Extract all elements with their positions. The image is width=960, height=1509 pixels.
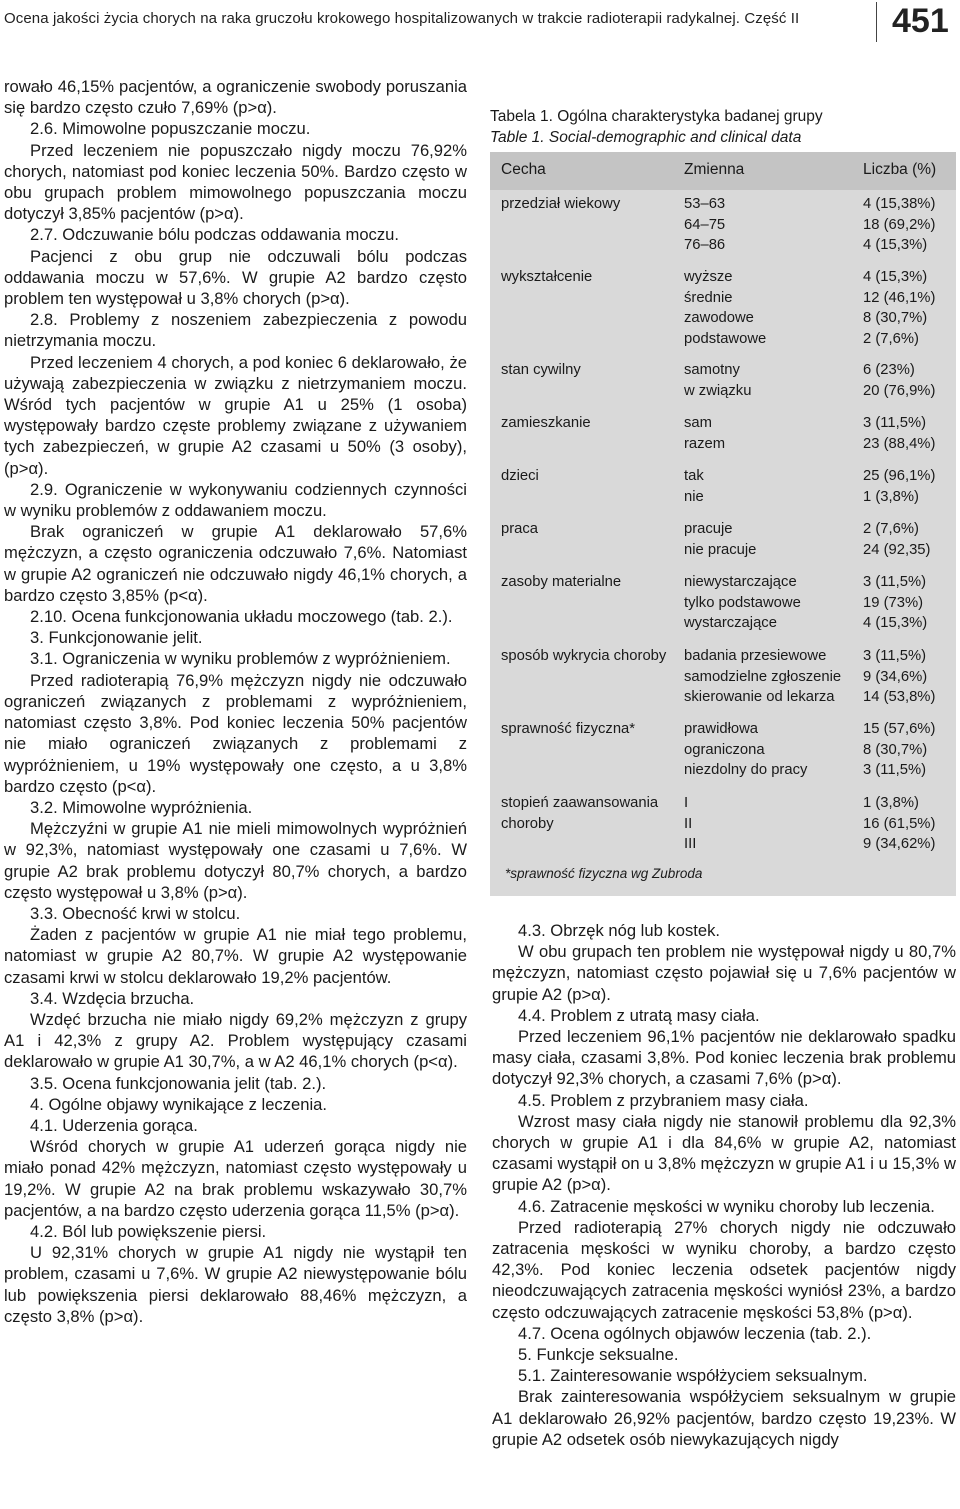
paragraph: Wzrost masy ciała nigdy nie stanowił problemu dla 92,3% chorych w grupie A1 i dla 84,6% w grupie A2, natomiast czasami wystąpił on u 3,8% mężczyzn w grupie A1 i u 15,3% w grupie A2 (p>α). xyxy=(492,1111,956,1195)
column-header-count: Liczba (%) xyxy=(863,161,937,178)
section-heading: 2.6. Mimowolne popuszczanie moczu. xyxy=(30,119,311,139)
count: 20 (76,9%) xyxy=(863,382,936,399)
row-feature: stan cywilny xyxy=(501,362,581,378)
paragraph: Przed radioterapią 76,9% mężczyzn nigdy nie odczuwało ograniczeń związanych z problemami z wypróżnieniem, natomiast często 3,8%. Pod koniec leczenia 50% pacjentów nie miało ograniczeń związanych z problemami z wypróżnieniem, u 19% występowały one często, a u 3,8% bardzo często (p<α). xyxy=(4,670,467,796)
variable: zawodowe xyxy=(684,310,754,326)
variable: skierowanie od lekarza xyxy=(684,689,835,705)
table-caption-pl: Tabela 1. Ogólna charakterystyka badanej grupy xyxy=(490,108,823,125)
variable: niezdolny do pracy xyxy=(684,762,808,778)
variable: pracuje xyxy=(684,521,733,537)
section-heading: 2.8. Problemy z noszeniem zabezpieczenia z powodu nietrzymania moczu. xyxy=(4,310,467,351)
section-heading: 4.6. Zatracenie męskości w wyniku choroby lub leczenia. xyxy=(518,1196,935,1216)
running-title: Ocena jakości życia chorych na raka gruczołu krokowego hospitalizowanych w trakcie radioterapii radykalnej. Część II xyxy=(4,10,800,27)
section-heading: 4.4. Problem z utratą masy ciała. xyxy=(518,1005,760,1025)
count: 1 (3,8%) xyxy=(863,488,919,505)
variable: samodzielne zgłoszenie xyxy=(684,668,842,685)
variable: podstawowe xyxy=(684,330,767,347)
variable: II xyxy=(684,815,693,832)
left-column xyxy=(4,76,467,1327)
paragraph: U 92,31% chorych w grupie A1 nigdy nie wystąpił ten problem, czasami u 7,6%. W grupie A2 niewystępowanie bólu lub powiększenia piersi deklarowało 88,46% mężczyzn, a często 3,8% (p>α). xyxy=(4,1243,467,1326)
paragraph: Przed leczeniem nie popuszczało nigdy moczu 76,92% chorych, natomiast pod koniec leczenia 50%. Bardzo często w obu grupach problem mimowolnego popuszczania moczu dotyczył 3,85% pacjentów (p>α). xyxy=(4,140,467,224)
row-feature: praca xyxy=(501,521,539,537)
count: 2 (7,6%) xyxy=(863,521,919,537)
variable: wystarczające xyxy=(684,615,777,631)
row-counts xyxy=(863,793,955,855)
section-heading: 4.5. Problem z przybraniem masy ciała. xyxy=(518,1090,809,1110)
row-variables xyxy=(684,466,859,507)
row-counts xyxy=(863,360,955,401)
row-counts xyxy=(863,466,955,507)
paragraph: Mężczyźni w grupie A1 nie mieli mimowolnych wypróżnień w 92,3%, natomiast występowały one czasami u 7,6%. W grupie A2 brak problemu dotyczył 80,7% chorych, a bardzo często występował u 3,8% (p>α). xyxy=(4,819,467,902)
count: 14 (53,8%) xyxy=(863,689,936,705)
section-heading: 2.7. Odczuwanie bólu podczas oddawania moczu. xyxy=(30,225,399,245)
variable: nie xyxy=(684,488,704,505)
section-heading: 2.9. Ograniczenie w wykonywaniu codziennych czynności w wyniku problemów z oddawaniem moczu. xyxy=(4,479,467,521)
count: 3 (11,5%) xyxy=(863,762,927,778)
paragraph: rowało 46,15% pacjentów, a ograniczenie swobody poruszania się bardzo często czuło 7,69% (p>α). xyxy=(4,77,467,118)
table-footnote: *sprawność fizyczna wg Zubroda xyxy=(505,866,703,881)
section-heading: 3. Funkcjonowanie jelit. xyxy=(30,628,203,648)
paragraph: Przed leczeniem 4 chorych, a pod koniec 6 deklarowało, że używają zabezpieczenia w związku z nietrzymaniem moczu. Wśród tych pacjentów w grupie A1 u 25% (1 osoba) występowały bardzo częste problemy związane z używaniem tych zabezpieczeń, w grupie A2 czasami u 50% (3 osoby), (p>α). xyxy=(4,352,467,478)
row-variables xyxy=(684,519,859,560)
section-heading: 2.10. Ocena funkcjonowania układu moczowego (tab. 2.). xyxy=(30,607,453,627)
variable: wyższe xyxy=(684,269,733,285)
row-variables xyxy=(684,413,859,454)
paragraph: Brak ograniczeń w grupie A1 deklarowało 57,6% mężczyzn, a często ograniczenia odczuwało 7,6%. Natomiast w grupie A2 ograniczeń nie odczuwało nigdy 46,1% chorych, a bardzo często 3,85% (p<α). xyxy=(4,522,467,605)
section-heading: 3.5. Ocena funkcjonowania jelit (tab. 2.). xyxy=(30,1073,327,1093)
count: 25 (96,1%) xyxy=(863,468,936,484)
variable: ograniczona xyxy=(684,741,765,758)
variable: 53–63 xyxy=(684,196,726,212)
right-column xyxy=(492,920,956,1450)
count: 4 (15,3%) xyxy=(863,615,928,631)
column-header-feature: Cecha xyxy=(501,161,546,178)
paragraph: Pacjenci z obu grup nie odczuwali bólu podczas oddawania moczu w 57,6%. W grupie A2 bardzo często problem ten występował u 3,8% chorych (p>α). xyxy=(4,246,467,309)
section-heading: 4.3. Obrzęk nóg lub kostek. xyxy=(518,921,721,940)
row-feature: dzieci xyxy=(501,468,539,484)
variable: tylko podstawowe xyxy=(684,594,801,611)
paragraph: Brak zainteresowania współżyciem seksualnym w grupie A1 deklarowało 26,92% pacjentów, bardzo często 19,23%. W grupie A2 odsetek osób niewykazujących nigdy xyxy=(492,1387,956,1449)
count: 18 (69,2%) xyxy=(863,216,936,233)
count: 2 (7,6%) xyxy=(863,330,919,347)
variable: 76–86 xyxy=(684,237,726,253)
row-counts xyxy=(863,646,955,708)
count: 24 (92,35) xyxy=(863,541,931,558)
section-heading: 4.7. Ocena ogólnych objawów leczenia (tab. 2.). xyxy=(518,1323,872,1343)
section-heading: 4.1. Uderzenia gorąca. xyxy=(30,1115,198,1135)
row-counts xyxy=(863,572,955,634)
row-feature: zasoby materialne xyxy=(501,574,622,590)
row-variables xyxy=(684,194,859,256)
count: 16 (61,5%) xyxy=(863,815,936,832)
data-table xyxy=(490,152,956,896)
variable: samotny xyxy=(684,362,740,378)
row-variables xyxy=(684,719,859,781)
row-counts xyxy=(863,719,955,781)
row-variables xyxy=(684,572,859,634)
row-variables xyxy=(684,267,859,349)
variable: III xyxy=(684,836,697,852)
variable: 64–75 xyxy=(684,216,726,233)
section-heading: 3.4. Wzdęcia brzucha. xyxy=(30,988,195,1008)
count: 15 (57,6%) xyxy=(863,721,936,737)
count: 3 (11,5%) xyxy=(863,415,927,431)
section-heading: 4. Ogólne objawy wynikające z leczenia. xyxy=(30,1094,328,1114)
count: 8 (30,7%) xyxy=(863,741,928,758)
variable: niewystarczające xyxy=(684,574,797,590)
variable: sam xyxy=(684,415,712,431)
page-number: 451 xyxy=(892,2,949,40)
count: 8 (30,7%) xyxy=(863,310,928,326)
header-divider xyxy=(876,2,877,42)
paragraph: W obu grupach ten problem nie występował nigdy u 80,7% mężczyzn, natomiast często pojawiał się u 7,6% pacjentów w grupie A2 (p>α). xyxy=(492,942,956,1004)
count: 9 (34,62%) xyxy=(863,836,936,852)
row-variables xyxy=(684,793,859,855)
variable: badania przesiewowe xyxy=(684,648,827,664)
variable: I xyxy=(684,795,689,811)
count: 19 (73%) xyxy=(863,594,924,611)
section-heading: 3.1. Ograniczenia w wyniku problemów z wypróżnieniem. xyxy=(30,649,451,669)
variable: nie pracuje xyxy=(684,541,757,558)
count: 4 (15,3%) xyxy=(863,269,928,285)
row-variables xyxy=(684,646,859,708)
section-heading: 4.2. Ból lub powiększenie piersi. xyxy=(30,1221,267,1241)
count: 9 (34,6%) xyxy=(863,668,928,685)
count: 23 (88,4%) xyxy=(863,435,936,452)
page-header xyxy=(0,0,960,54)
paragraph: Wzdęć brzucha nie miało nigdy 69,2% mężczyzn z grupy A1 i 42,3% z grupy A2. Problem występujący czasami deklarowało w grupie A1 30,7%, a w A2 46,1% chorych (p<α). xyxy=(4,1009,467,1072)
count: 4 (15,3%) xyxy=(863,237,928,253)
variable: prawidłowa xyxy=(684,721,759,737)
row-feature: sprawność fizyczna* xyxy=(501,721,636,737)
paragraph: Przed radioterapią 27% chorych nigdy nie odczuwało zatracenia męskości w wyniku choroby, a bardzo często 42,3%. Pod koniec leczenia odsetek pacjentów nigdy nieodczuwających zatracenia męskości wyniósł 23%, a bardzo często odczuwających zatracenie męskości 53,8% (p>α). xyxy=(492,1217,956,1322)
variable: razem xyxy=(684,435,726,452)
row-counts xyxy=(863,194,955,256)
section-heading: 3.3. Obecność krwi w stolcu. xyxy=(30,903,241,923)
paragraph: Przed leczeniem 96,1% pacjentów nie deklarowało spadku masy ciała, czasami 3,8%. Pod koniec leczenia brak problemu dotyczył 92,3% chorych, a czasami 7,6% (p>α). xyxy=(492,1027,956,1089)
row-feature: wykształcenie xyxy=(501,269,593,285)
count: 3 (11,5%) xyxy=(863,648,927,664)
variable: w związku xyxy=(684,382,752,399)
variable: średnie xyxy=(684,289,733,306)
section-heading: 5. Funkcje seksualne. xyxy=(518,1345,679,1365)
row-feature: stopień zaawansowania choroby xyxy=(501,795,659,832)
count: 6 (23%) xyxy=(863,362,915,378)
row-feature: zamieszkanie xyxy=(501,415,591,431)
count: 12 (46,1%) xyxy=(863,289,936,306)
row-feature: przedział wiekowy xyxy=(501,196,621,212)
row-counts xyxy=(863,267,955,349)
row-counts xyxy=(863,413,955,454)
table-header-row xyxy=(490,152,956,190)
table-caption-en: Table 1. Social-demographic and clinical data xyxy=(490,129,802,146)
row-feature: sposób wykrycia choroby xyxy=(501,648,667,664)
count: 4 (15,38%) xyxy=(863,196,936,212)
table-caption xyxy=(490,106,956,148)
row-variables xyxy=(684,360,859,401)
section-heading: 5.1. Zainteresowanie współżyciem seksualnym. xyxy=(518,1366,868,1386)
count: 3 (11,5%) xyxy=(863,574,927,590)
row-counts xyxy=(863,519,955,560)
paragraph: Wśród chorych w grupie A1 uderzeń gorąca nigdy nie miało ponad 42% mężczyzn, natomiast często występowały u 19,2%. W grupie A2 na brak problemu wskazywało 30,7% pacjentów, a na bardzo często uderzenia gorąca 11,5% (p>α). xyxy=(4,1137,467,1220)
count: 1 (3,8%) xyxy=(863,795,919,811)
section-heading: 3.2. Mimowolne wypróżnienia. xyxy=(30,797,253,817)
paragraph: Żaden z pacjentów w grupie A1 nie miał tego problemu, natomiast w grupie A2 80,7%. W grupie A2 występowanie czasami krwi w stolcu deklarowało 19,2% pacjentów. xyxy=(4,925,467,987)
column-header-variable: Zmienna xyxy=(684,161,745,178)
variable: tak xyxy=(684,468,704,484)
